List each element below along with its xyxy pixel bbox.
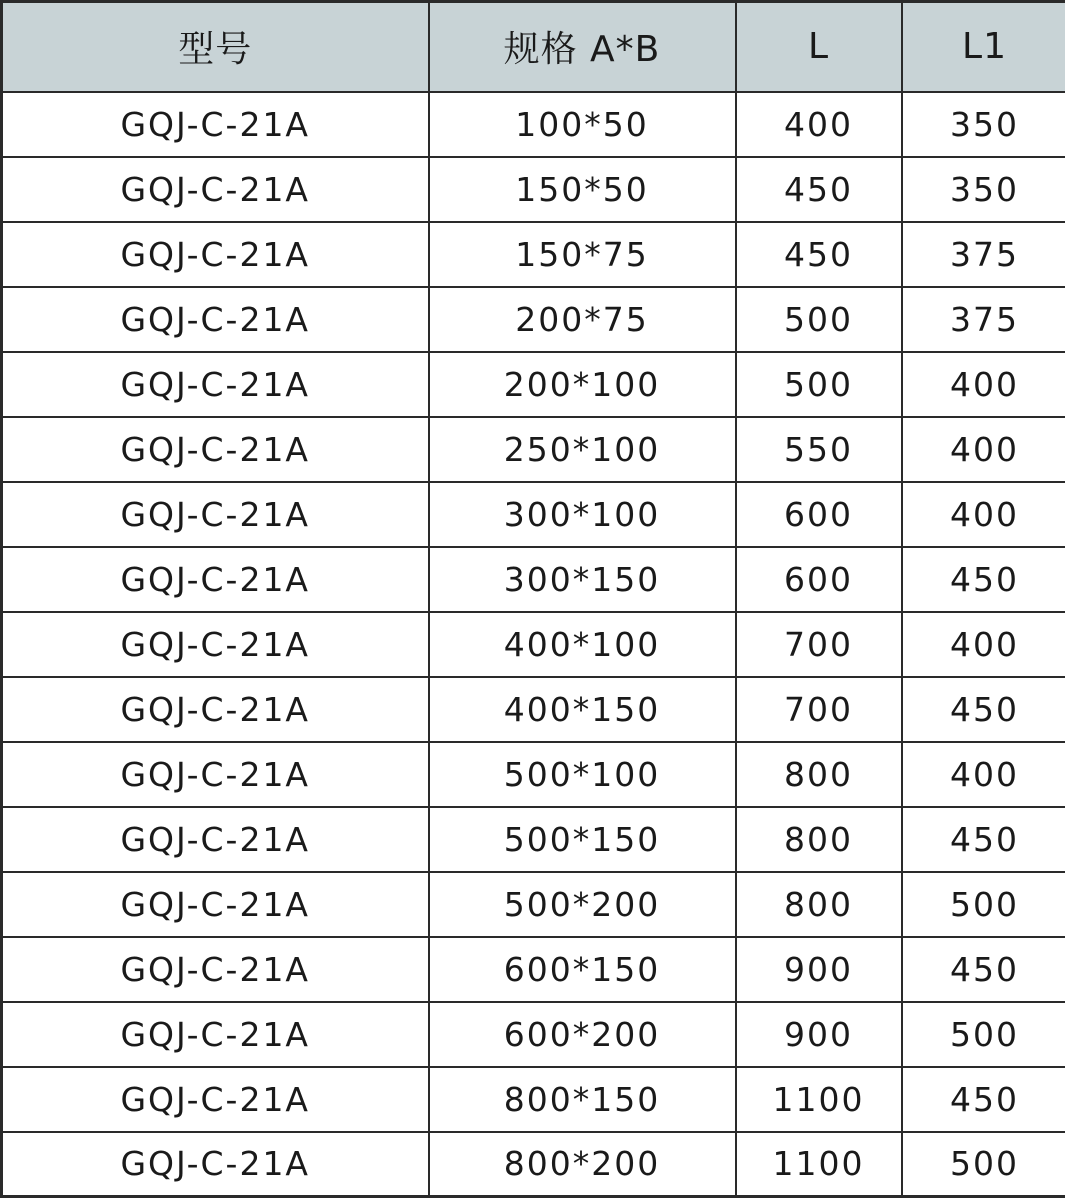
cell-l: 900 bbox=[736, 937, 902, 1002]
cell-l: 800 bbox=[736, 807, 902, 872]
cell-l: 450 bbox=[736, 222, 902, 287]
cell-model: GQJ-C-21A bbox=[2, 287, 429, 352]
table-row bbox=[2, 1067, 1065, 1132]
table-header bbox=[2, 2, 1065, 92]
cell-l1: 500 bbox=[902, 872, 1065, 937]
cell-model: GQJ-C-21A bbox=[2, 742, 429, 807]
cell-l1: 450 bbox=[902, 677, 1065, 742]
cell-l: 700 bbox=[736, 612, 902, 677]
header-model: 型号 bbox=[2, 2, 429, 92]
cell-l: 1100 bbox=[736, 1067, 902, 1132]
cell-l: 1100 bbox=[736, 1132, 902, 1197]
cell-l1: 500 bbox=[902, 1002, 1065, 1067]
cell-spec: 150*50 bbox=[429, 157, 736, 222]
cell-model: GQJ-C-21A bbox=[2, 222, 429, 287]
cell-model: GQJ-C-21A bbox=[2, 1132, 429, 1197]
cell-l1: 400 bbox=[902, 482, 1065, 547]
cell-spec: 800*150 bbox=[429, 1067, 736, 1132]
cell-spec: 800*200 bbox=[429, 1132, 736, 1197]
cell-spec: 300*150 bbox=[429, 547, 736, 612]
cell-model: GQJ-C-21A bbox=[2, 612, 429, 677]
cell-spec: 300*100 bbox=[429, 482, 736, 547]
table-row bbox=[2, 1002, 1065, 1067]
table-row bbox=[2, 807, 1065, 872]
cell-l: 800 bbox=[736, 742, 902, 807]
cell-l: 900 bbox=[736, 1002, 902, 1067]
cell-spec: 600*200 bbox=[429, 1002, 736, 1067]
header-l: L bbox=[736, 2, 902, 92]
cell-spec: 500*150 bbox=[429, 807, 736, 872]
cell-l1: 400 bbox=[902, 612, 1065, 677]
cell-model: GQJ-C-21A bbox=[2, 677, 429, 742]
cell-l1: 500 bbox=[902, 1132, 1065, 1197]
cell-l1: 400 bbox=[902, 352, 1065, 417]
table-row bbox=[2, 352, 1065, 417]
cell-spec: 200*75 bbox=[429, 287, 736, 352]
cell-l1: 350 bbox=[902, 92, 1065, 157]
cell-l1: 450 bbox=[902, 807, 1065, 872]
cell-spec: 600*150 bbox=[429, 937, 736, 1002]
cell-spec: 150*75 bbox=[429, 222, 736, 287]
cell-model: GQJ-C-21A bbox=[2, 157, 429, 222]
table-row bbox=[2, 417, 1065, 482]
cell-model: GQJ-C-21A bbox=[2, 417, 429, 482]
cell-spec: 100*50 bbox=[429, 92, 736, 157]
table-row bbox=[2, 482, 1065, 547]
cell-l: 500 bbox=[736, 287, 902, 352]
cell-spec: 400*100 bbox=[429, 612, 736, 677]
header-l1: L1 bbox=[902, 2, 1065, 92]
cell-model: GQJ-C-21A bbox=[2, 547, 429, 612]
cell-l1: 375 bbox=[902, 287, 1065, 352]
cell-l1: 450 bbox=[902, 1067, 1065, 1132]
table-row bbox=[2, 937, 1065, 1002]
cell-spec: 200*100 bbox=[429, 352, 736, 417]
cell-model: GQJ-C-21A bbox=[2, 1002, 429, 1067]
cell-model: GQJ-C-21A bbox=[2, 352, 429, 417]
table-row bbox=[2, 287, 1065, 352]
table-row bbox=[2, 1132, 1065, 1197]
cell-l1: 375 bbox=[902, 222, 1065, 287]
cell-spec: 250*100 bbox=[429, 417, 736, 482]
cell-model: GQJ-C-21A bbox=[2, 1067, 429, 1132]
cell-l: 700 bbox=[736, 677, 902, 742]
table-row bbox=[2, 92, 1065, 157]
cell-l1: 450 bbox=[902, 547, 1065, 612]
table-row bbox=[2, 612, 1065, 677]
cell-model: GQJ-C-21A bbox=[2, 482, 429, 547]
cell-model: GQJ-C-21A bbox=[2, 937, 429, 1002]
table-body bbox=[2, 92, 1065, 1197]
cell-spec: 400*150 bbox=[429, 677, 736, 742]
table-row bbox=[2, 547, 1065, 612]
cell-spec: 500*200 bbox=[429, 872, 736, 937]
table-row bbox=[2, 677, 1065, 742]
cell-l1: 450 bbox=[902, 937, 1065, 1002]
cell-l: 600 bbox=[736, 482, 902, 547]
cell-l: 800 bbox=[736, 872, 902, 937]
cell-model: GQJ-C-21A bbox=[2, 92, 429, 157]
cell-spec: 500*100 bbox=[429, 742, 736, 807]
cell-l: 550 bbox=[736, 417, 902, 482]
table-row bbox=[2, 872, 1065, 937]
cell-l: 600 bbox=[736, 547, 902, 612]
cell-l1: 400 bbox=[902, 417, 1065, 482]
header-spec: 规格 A*B bbox=[429, 2, 736, 92]
cell-l: 400 bbox=[736, 92, 902, 157]
table-row bbox=[2, 157, 1065, 222]
cell-l1: 350 bbox=[902, 157, 1065, 222]
table-row bbox=[2, 742, 1065, 807]
cell-model: GQJ-C-21A bbox=[2, 807, 429, 872]
header-row bbox=[2, 2, 1065, 92]
cell-model: GQJ-C-21A bbox=[2, 872, 429, 937]
cell-l1: 400 bbox=[902, 742, 1065, 807]
table-row bbox=[2, 222, 1065, 287]
cell-l: 500 bbox=[736, 352, 902, 417]
cell-l: 450 bbox=[736, 157, 902, 222]
